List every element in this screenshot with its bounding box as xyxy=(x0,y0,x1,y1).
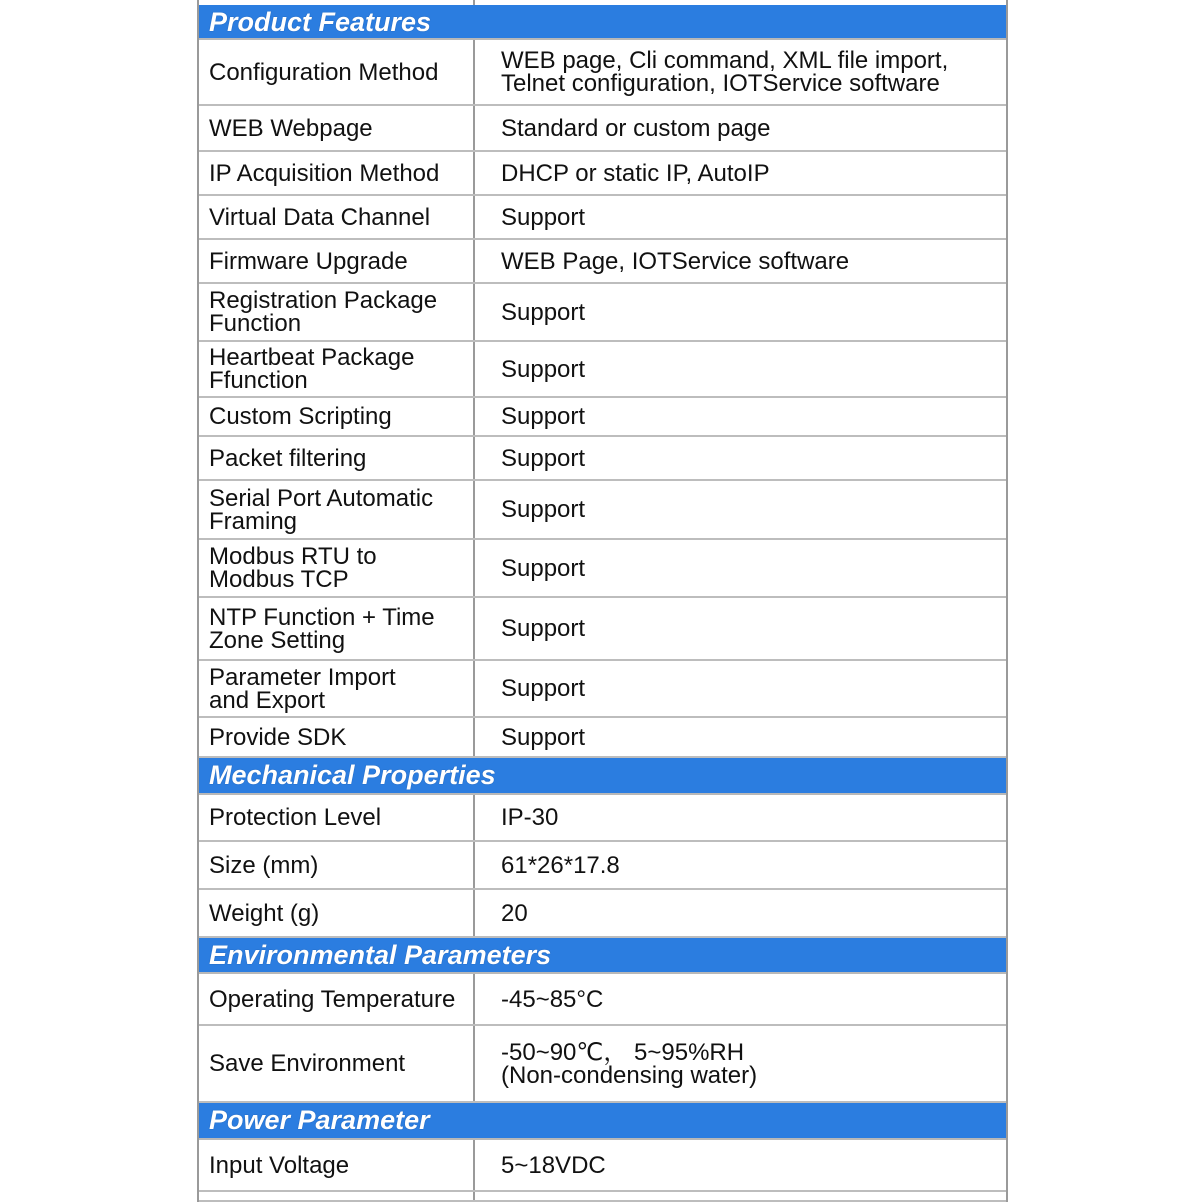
table-row xyxy=(199,842,1006,890)
spec-label: Provide SDK xyxy=(199,718,475,756)
spec-label: Firmware Upgrade xyxy=(199,240,475,282)
spec-value: 20 xyxy=(501,899,528,927)
table-row xyxy=(199,795,1006,842)
spec-value: Support xyxy=(501,675,586,702)
table-row xyxy=(199,196,1006,240)
spec-value: Standard or custom page xyxy=(501,114,771,142)
spec-label: Size (mm) xyxy=(199,842,475,888)
spec-label: IP Acquisition Method xyxy=(199,152,475,194)
section-header: Power Parameter xyxy=(199,1103,1006,1140)
spec-value: -50~90℃， 5~95%RH (Non-condensing water) xyxy=(501,1038,758,1089)
spec-value: DHCP or static IP, AutoIP xyxy=(501,159,770,187)
spec-label: Save Environment xyxy=(199,1026,475,1101)
table-row xyxy=(199,152,1006,196)
table-row xyxy=(199,284,1006,342)
table-row xyxy=(199,106,1006,152)
spec-value xyxy=(475,1192,1006,1200)
spec-value: -45~85°C xyxy=(501,985,604,1013)
table-row xyxy=(199,598,1006,661)
spec-value: Support xyxy=(501,355,586,383)
table-row xyxy=(199,718,1006,758)
spec-label: Packet filtering xyxy=(199,437,475,479)
spec-label: Protection Level xyxy=(199,795,475,840)
table-row xyxy=(199,342,1006,398)
spec-label: Virtual Data Channel xyxy=(199,196,475,238)
spec-value: WEB Page, IOTService software xyxy=(501,247,850,275)
table-row xyxy=(199,540,1006,598)
spec-label: Configuration Method xyxy=(199,40,475,104)
spec-value: Support xyxy=(501,203,586,231)
spec-table xyxy=(197,5,1008,1202)
spec-label: Custom Scripting xyxy=(199,398,475,435)
table-row xyxy=(199,1192,1006,1202)
table-row xyxy=(199,240,1006,284)
table-row xyxy=(199,481,1006,540)
table-row xyxy=(199,890,1006,938)
spec-value: IP-30 xyxy=(501,804,559,831)
table-row xyxy=(199,437,1006,481)
table-row xyxy=(199,1140,1006,1192)
spec-label: Weight (g) xyxy=(199,890,475,936)
spec-value: Support xyxy=(501,554,586,582)
spec-label: Operating Temperature xyxy=(199,974,475,1024)
spec-label: WEB Webpage xyxy=(199,106,475,150)
table-row xyxy=(199,974,1006,1026)
section-header: Product Features xyxy=(199,5,1006,40)
spec-label: Heartbeat Package Ffunction xyxy=(199,342,475,396)
spec-label: NTP Function + Time Zone Setting xyxy=(199,598,475,659)
spec-value: Support xyxy=(501,615,586,642)
spec-value: 61*26*17.8 xyxy=(501,851,620,879)
spec-label: Parameter Import and Export xyxy=(199,661,475,716)
table-row xyxy=(199,40,1006,106)
section-header: Mechanical Properties xyxy=(199,758,1006,795)
spec-label: Input Voltage xyxy=(199,1140,475,1190)
spec-value: Support xyxy=(501,298,586,326)
spec-value: Support xyxy=(501,496,586,523)
spec-value: Support xyxy=(501,403,586,430)
table-row xyxy=(199,1026,1006,1103)
spec-value: WEB page, Cli command, XML file import, Telnet configuration, IOTService software xyxy=(501,47,949,97)
spec-value: Support xyxy=(501,444,586,472)
spec-label: Serial Port Automatic Framing xyxy=(199,481,475,538)
spec-value: 5~18VDC xyxy=(501,1151,606,1179)
spec-value: Support xyxy=(501,723,586,751)
table-row xyxy=(199,661,1006,718)
spec-label: Registration Package Function xyxy=(199,284,475,340)
spec-label: Modbus RTU to Modbus TCP xyxy=(199,540,475,596)
spec-label xyxy=(199,1192,475,1200)
table-row xyxy=(199,398,1006,437)
section-header: Environmental Parameters xyxy=(199,938,1006,974)
